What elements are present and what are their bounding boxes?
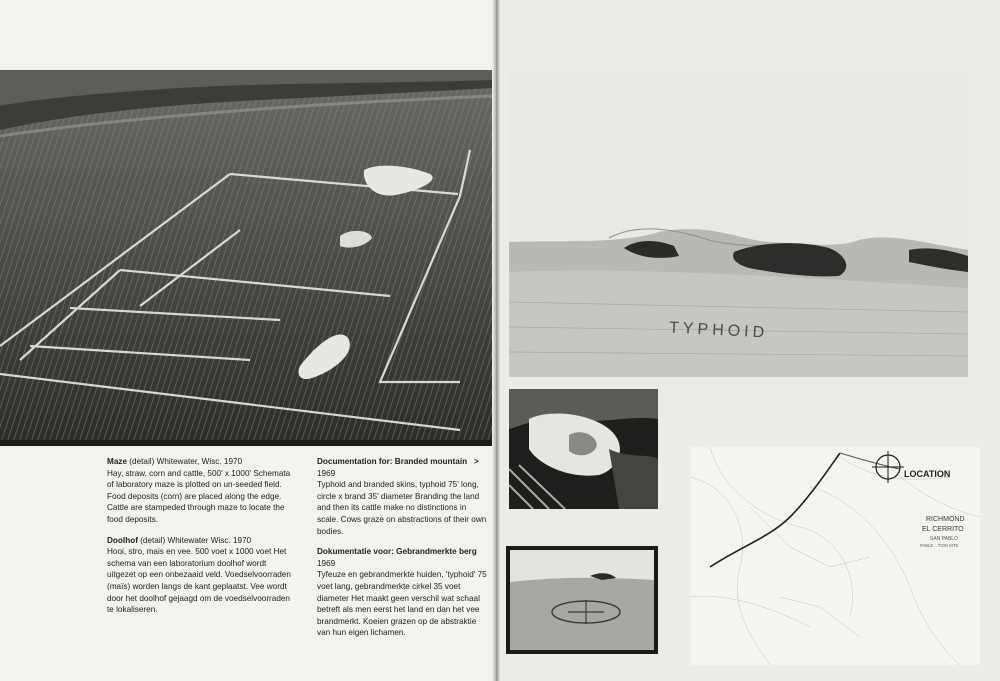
branded-nl-year: 1969 [317,558,336,568]
branded-circle-field-photo [506,546,658,654]
branded-en-title: Documentation for: Branded mountain [317,457,468,466]
branded-en-body: Typhoid and branded skins, typhoid 75' long, circle x brand 35' diameter Branding the land and then its cattle make no distinctions in scale. Cows graze on abstractions of their own bodies. [317,480,487,536]
maze-nl-meta: (detail) Whitewater Wisc. 1970 [137,535,252,545]
book-gutter [492,0,500,681]
branded-mountain-caption [317,456,487,648]
typhoid-ground-text: TYPHOID [668,319,769,342]
branded-en-year: 1969 [317,468,336,478]
map-site-note: PABLE ...TION SITE [920,543,959,548]
maze-en-title: Maze [107,457,128,466]
typhoid-hillside-photo [509,72,968,377]
branded-nl-body: Tyfeuze en gebrandmerkte huiden, 'typhoid' 75 voet lang, gebrandmerkte cirkel 35 voet diameter Het maakt geen verschil wat schaal betreft als men eerst het land en dan het vee brandmerkt. Koeien grazen op de abstraktie van hun eigen lichamen. [317,570,487,638]
maze-caption [107,456,292,625]
location-map [690,447,980,665]
location-label: LOCATION [904,469,951,479]
branded-nl-title: Dokumentatie voor: Gebrandmerkte berg [317,547,477,557]
maze-en-body: Hay, straw, corn and cattle, 500' x 1000' Schemata of laboratory maze is plotted on un-seeded field. Food deposits (corn) are placed along the edge. Cattle are stampeded through maze to locate the food deposits. [107,468,291,524]
next-page-arrow: > [473,457,479,466]
map-city-san-pablo: SAN PABLO [930,536,958,542]
map-city-el-cerrito: EL CERRITO [922,526,964,533]
branded-skin-photo [509,389,658,509]
maze-nl-title: Doolhof [107,535,138,545]
maze-en-meta: (detail) Whitewater, Wisc. 1970 [127,457,243,466]
map-city-richmond: RICHMOND [926,516,965,523]
maze-nl-body: Hooi, stro, mais en vee. 500 voet x 1000 voet Het schema van een laboratorium doolhof wordt uitgezet op een onbezaaid veld. Voedselvoorraden (maïs) worden langs de kant geplaatst. Vee wordt door het doolhof gejaagd om de voedselvoorraden te lokaliseren. [107,547,291,615]
maze-aerial-photo [0,70,492,446]
